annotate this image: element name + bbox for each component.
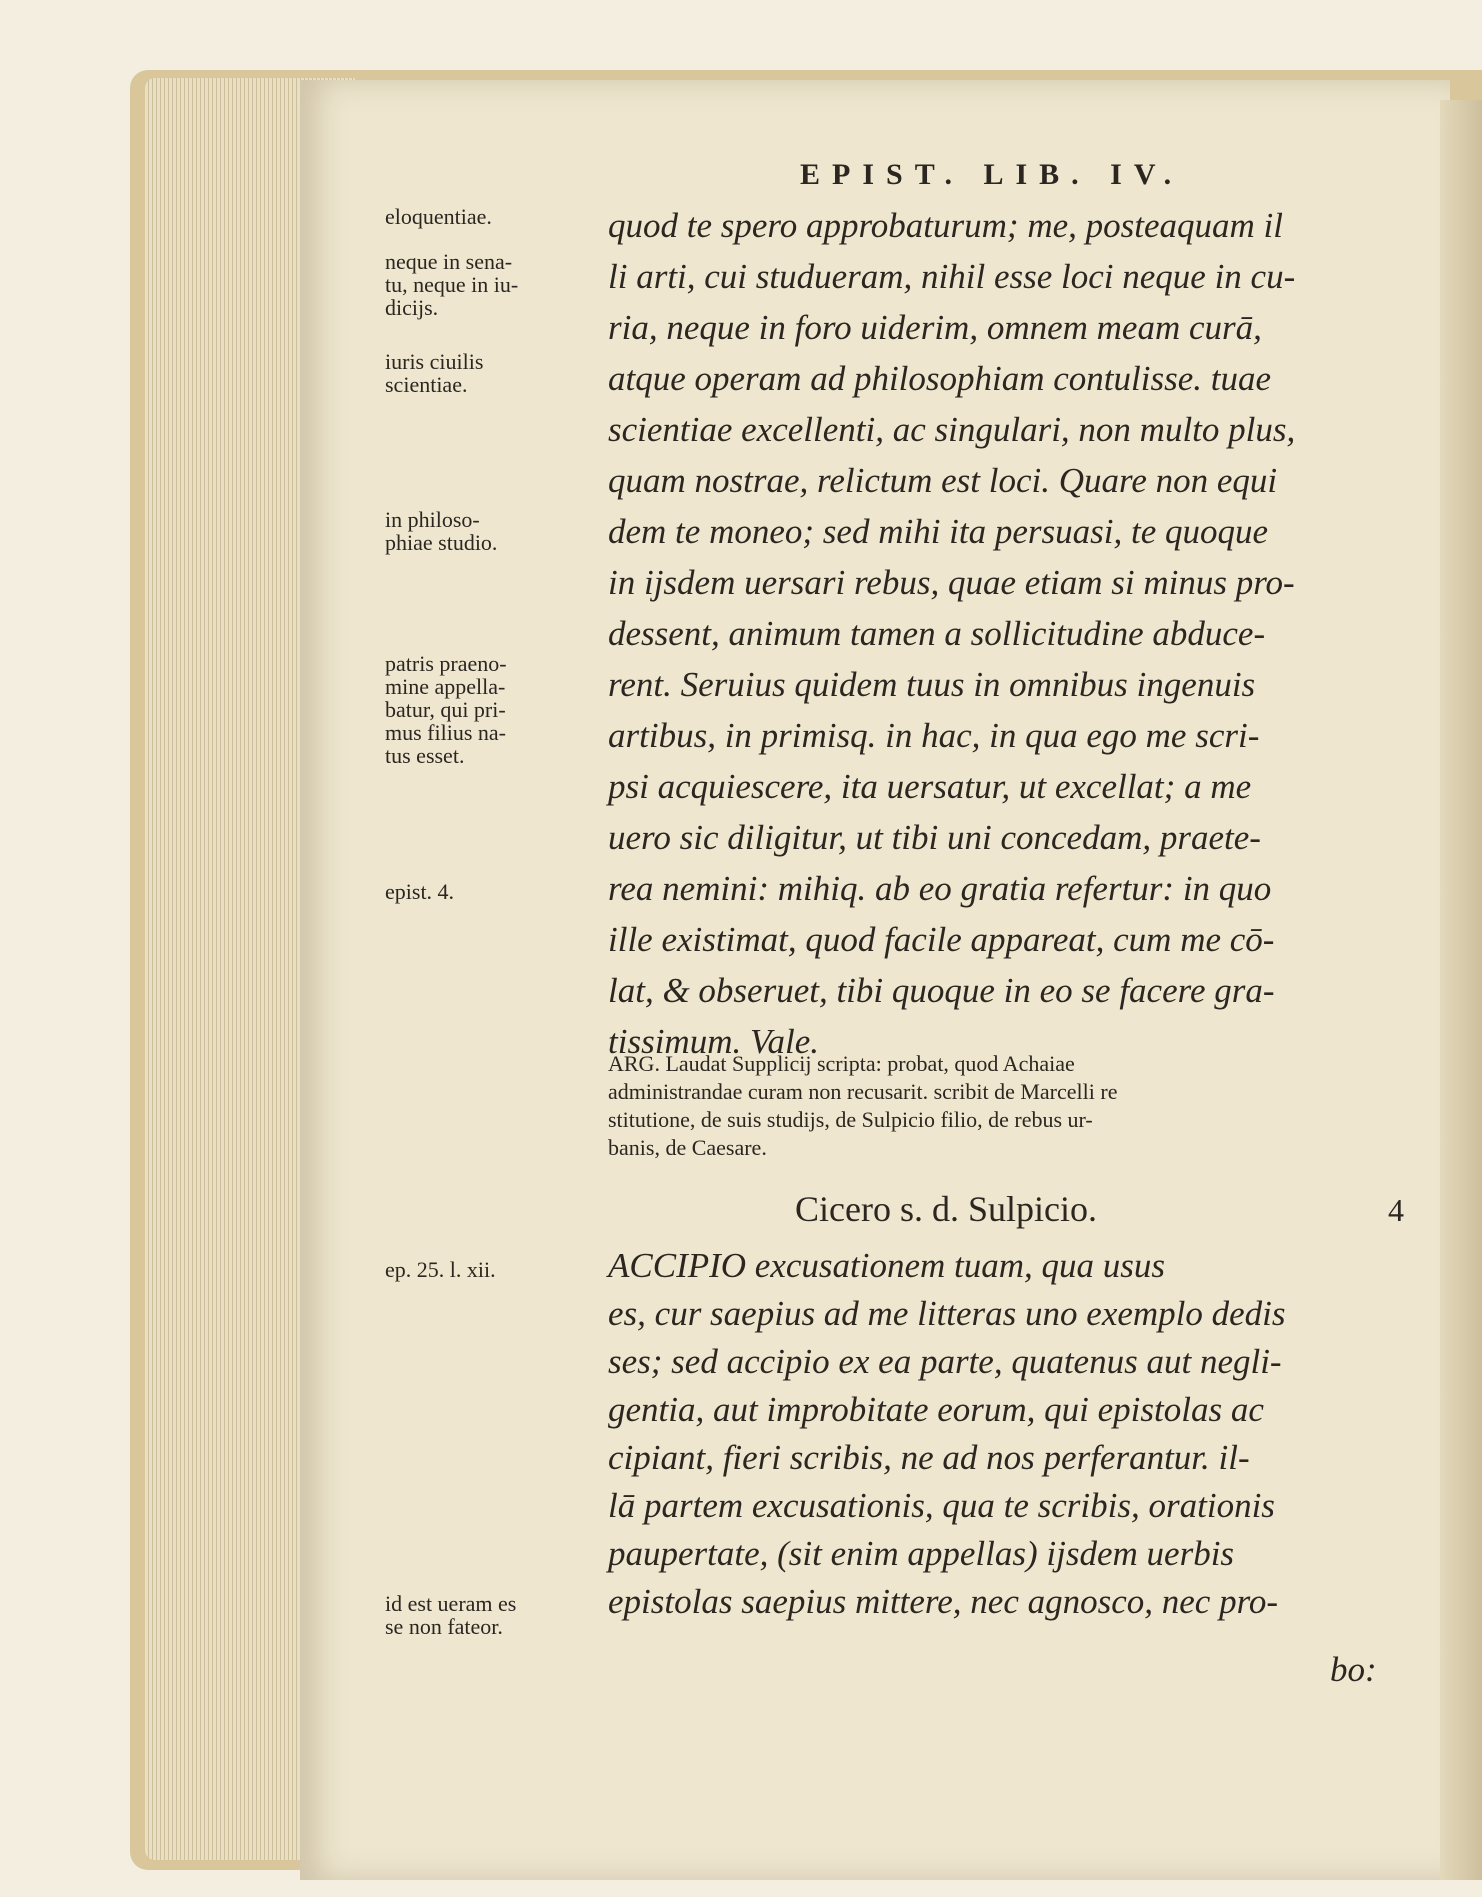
- text-line: rea nemini: mihiq. ab eo gratia refertur: in quo: [608, 869, 1272, 908]
- marginal-line: mus filius na-: [385, 720, 506, 745]
- marginal-note: [385, 508, 595, 554]
- text-line: tissimum. Vale.: [608, 1022, 819, 1061]
- argument-line: stitutione, de suis studijs, de Sulpicio filio, de rebus ur-: [608, 1107, 1093, 1132]
- text-line: lat, & obseruet, tibi quoque in eo se facere gra-: [608, 971, 1275, 1010]
- argument-line: banis, de Caesare.: [608, 1135, 767, 1160]
- text-line: atque operam ad philosophiam contulisse. tuae: [608, 359, 1272, 398]
- argument-line: administrandae curam non recusarit. scribit de Marcelli re: [608, 1079, 1118, 1104]
- text-line: gentia, aut improbitate eorum, qui epistolas ac: [608, 1390, 1264, 1429]
- running-header: EPIST. LIB. IV.: [800, 158, 1184, 191]
- marginal-line: tu, neque in iu-: [385, 272, 519, 297]
- marginal-line: scientiae.: [385, 372, 468, 397]
- marginal-line: iuris ciuilis: [385, 349, 484, 374]
- marginal-line: eloquentiae.: [385, 204, 492, 229]
- text-line: quam nostrae, relictum est loci. Quare non equi: [608, 461, 1278, 500]
- text-line: cipiant, fieri scribis, ne ad nos perferantur. il-: [608, 1438, 1250, 1477]
- text-line: paupertate, (sit enim appellas) ijsdem uerbis: [608, 1534, 1235, 1573]
- text-line: psi acquiescere, ita uersatur, ut excellat; a me: [608, 767, 1252, 806]
- letter-text-block: [608, 1242, 1408, 1626]
- text-line: epistolas saepius mittere, nec agnosco, nec pro-: [608, 1582, 1279, 1621]
- marginal-note: [385, 250, 595, 319]
- marginal-line: epist. 4.: [385, 879, 455, 904]
- marginal-line: in philoso-: [385, 507, 480, 532]
- marginal-note: [385, 1592, 595, 1638]
- marginal-line: neque in sena-: [385, 249, 513, 274]
- marginal-line: ep. 25. l. xii.: [385, 1257, 496, 1282]
- main-text-block: [608, 200, 1408, 1067]
- marginal-note: [385, 652, 595, 767]
- marginal-line: id est ueram es: [385, 1591, 517, 1616]
- catchword: bo:: [1330, 1650, 1377, 1689]
- text-line: ria, neque in foro uiderim, omnem meam curā,: [608, 308, 1262, 347]
- text-line: li arti, cui studueram, nihil esse loci neque in cu-: [608, 257, 1296, 296]
- text-line: dem te moneo; sed mihi ita persuasi, te quoque: [608, 512, 1269, 551]
- argument-line: ARG. Laudat Supplicij scripta: probat, quod Achaiae: [608, 1051, 1075, 1076]
- marginal-note: [385, 1258, 595, 1281]
- marginal-line: mine appella-: [385, 674, 506, 699]
- marginal-line: tus esset.: [385, 743, 465, 768]
- text-line: es, cur saepius ad me litteras uno exemplo dedis: [608, 1294, 1286, 1333]
- text-line: rent. Seruius quidem tuus in omnibus ingenuis: [608, 665, 1256, 704]
- text-line: lā partem excusationis, qua te scribis, orationis: [608, 1486, 1275, 1525]
- marginal-note: [385, 350, 595, 396]
- text-line: quod te spero approbaturum; me, posteaquam il: [608, 206, 1283, 245]
- marginal-line: dicijs.: [385, 295, 439, 320]
- marginal-note: [385, 205, 595, 228]
- marginal-line: phiae studio.: [385, 530, 498, 555]
- text-line: ille existimat, quod facile appareat, cum me cō-: [608, 920, 1275, 959]
- text-line: artibus, in primisq. in hac, in qua ego me scri-: [608, 716, 1260, 755]
- text-line: uero sic diligitur, ut tibi uni concedam, praete-: [608, 818, 1261, 857]
- text-line: ses; sed accipio ex ea parte, quatenus aut negli-: [608, 1342, 1282, 1381]
- text-line: dessent, animum tamen a sollicitudine abduce-: [608, 614, 1266, 653]
- gutter-edge: [1440, 100, 1482, 1880]
- marginal-line: patris praeno-: [385, 651, 507, 676]
- marginal-line: batur, qui pri-: [385, 697, 506, 722]
- marginal-line: se non fateor.: [385, 1614, 503, 1639]
- marginal-note: [385, 880, 595, 903]
- letter-number: 4: [1388, 1192, 1404, 1228]
- text-line: scientiae excellenti, ac singulari, non multo plus,: [608, 410, 1296, 449]
- argument-block: [608, 1050, 1408, 1162]
- text-line: ACCIPIO excusationem tuam, qua usus: [608, 1246, 1166, 1285]
- text-line: in ijsdem uersari rebus, quae etiam si minus pro-: [608, 563, 1295, 602]
- letter-salutation: Cicero s. d. Sulpicio.: [795, 1189, 1097, 1229]
